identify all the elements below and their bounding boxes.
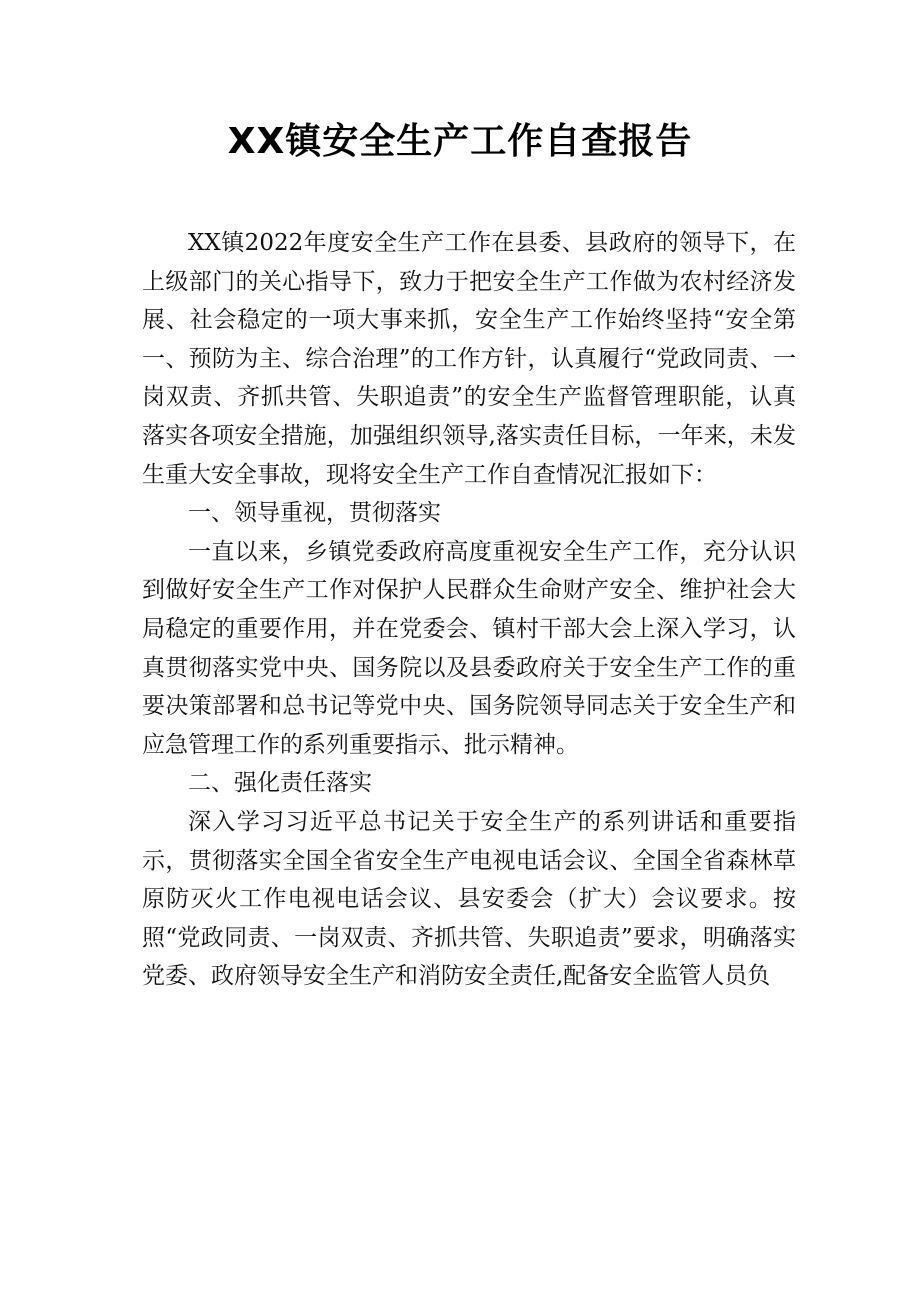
document-body — [142, 224, 796, 996]
section-2-paragraph: 深入学习习近平总书记关于安全生产的系列讲话和重要指示，贯彻落实全国全省安全生产电视电话会议、全国全省森林草原防灭火工作电视电话会议、县安委会（扩大）会议要求。按照“党政同责、一岗双责、齐抓共管、失职追责”要求，明确落实党委、政府领导安全生产和消防安全责任,配备安全监管人员负 — [142, 808, 796, 990]
section-heading-1: 一、领导重视，贯彻落实 — [188, 500, 441, 527]
intro-paragraph: XX镇2022年度安全生产工作在县委、县政府的领导下，在上级部门的关心指导下，致力于把安全生产工作做为农村经济发展、社会稳定的一项大事来抓，安全生产工作始终坚持“安全第一、预防为主、综合治理”的工作方针，认真履行“党政同责、一岗双责、齐抓共管、失职追责”的安全生产监督管理职能，认真落实各项安全措施，加强组织领导,落实责任目标，一年来，未发生重大安全事故，现将安全生产工作自查情况汇报如下： — [142, 230, 796, 488]
section-heading-2: 二、强化责任落实 — [188, 770, 372, 797]
document-title: XX镇安全生产工作自查报告 — [227, 121, 693, 162]
section-1-paragraph: 一直以来，乡镇党委政府高度重视安全生产工作，充分认识到做好安全生产工作对保护人民群众生命财产安全、维护社会大局稳定的重要作用，并在党委会、镇村干部大会上深入学习，认真贯彻落实党中央、国务院以及县委政府关于安全生产工作的重要决策部署和总书记等党中央、国务院领导同志关于安全生产和应急管理工作的系列重要指示、批示精神。 — [142, 538, 796, 758]
